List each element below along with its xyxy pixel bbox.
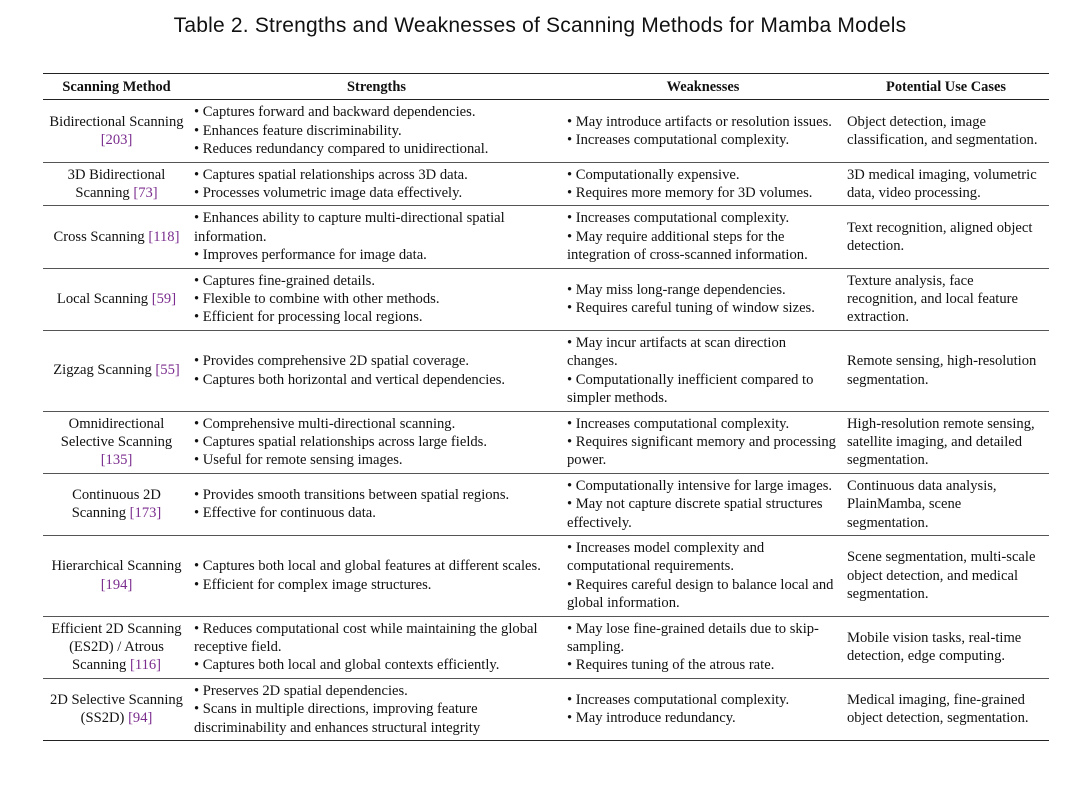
table-row bbox=[43, 616, 1049, 678]
weaknesses-cell bbox=[563, 616, 843, 678]
use-cases-cell: Remote sensing, high-resolution segmentation. bbox=[843, 330, 1049, 411]
use-cases-cell: Texture analysis, face recognition, and local feature extraction. bbox=[843, 268, 1049, 330]
strength-item: • Captures fine-grained details. bbox=[194, 272, 375, 289]
strengths-cell bbox=[190, 206, 563, 268]
method-name: Efficient 2D Scanning (ES2D) / Atrous Scanning bbox=[51, 620, 182, 674]
weakness-item: • Requires significant memory and processing power. bbox=[567, 433, 836, 469]
use-cases-cell: 3D medical imaging, volumetric data, video processing. bbox=[843, 162, 1049, 206]
method-cell bbox=[43, 678, 190, 740]
strengths-cell bbox=[190, 330, 563, 411]
method-name: Hierarchical Scanning bbox=[51, 558, 182, 575]
weaknesses-cell bbox=[563, 206, 843, 268]
weakness-item: • May introduce redundancy. bbox=[567, 710, 736, 727]
method-name: Zigzag Scanning bbox=[53, 362, 152, 379]
use-cases-cell: Object detection, image classification, and segmentation. bbox=[843, 100, 1049, 162]
weakness-item: • Computationally inefficient compared to simpler methods. bbox=[567, 371, 814, 407]
strengths-cell bbox=[190, 100, 563, 162]
strengths-cell bbox=[190, 535, 563, 616]
use-cases-cell: Scene segmentation, multi-scale object detection, and medical segmentation. bbox=[843, 535, 1049, 616]
weaknesses-cell bbox=[563, 535, 843, 616]
weaknesses-cell bbox=[563, 473, 843, 535]
table-row bbox=[43, 162, 1049, 206]
strengths-cell bbox=[190, 678, 563, 740]
method-cell bbox=[43, 100, 190, 162]
weakness-item: • Requires tuning of the atrous rate. bbox=[567, 657, 775, 674]
method-cell bbox=[43, 535, 190, 616]
strength-item: • Reduces redundancy compared to unidirectional. bbox=[194, 141, 489, 158]
weakness-item: • Increases computational complexity. bbox=[567, 132, 790, 149]
citation-link[interactable]: [173] bbox=[129, 505, 162, 522]
header-uses: Potential Use Cases bbox=[843, 74, 1049, 100]
table-body bbox=[43, 100, 1049, 741]
header-row bbox=[43, 74, 1049, 100]
strength-item: • Comprehensive multi-directional scanning. bbox=[194, 415, 456, 432]
method-cell bbox=[43, 616, 190, 678]
citation-link[interactable]: [59] bbox=[151, 291, 177, 308]
weakness-item: • Requires careful design to balance local and global information. bbox=[567, 576, 834, 612]
citation-link[interactable]: [135] bbox=[100, 452, 133, 469]
strength-item: • Captures both local and global features at different scales. bbox=[194, 558, 541, 575]
table-row bbox=[43, 535, 1049, 616]
method-cell bbox=[43, 411, 190, 473]
strength-item: • Captures spatial relationships across 3D data. bbox=[194, 166, 468, 183]
strength-item: • Efficient for processing local regions. bbox=[194, 309, 423, 326]
citation-link[interactable]: [55] bbox=[155, 362, 180, 379]
method-cell bbox=[43, 162, 190, 206]
strength-item: • Enhances ability to capture multi-directional spatial information. bbox=[194, 210, 505, 245]
weakness-item: • May require additional steps for the integration of cross-scanned information. bbox=[567, 228, 808, 264]
strength-item: • Provides comprehensive 2D spatial coverage. bbox=[194, 353, 470, 370]
method-name: Cross Scanning bbox=[53, 228, 145, 245]
strength-item: • Reduces computational cost while maintaining the global receptive field. bbox=[194, 620, 538, 655]
use-cases-cell: High-resolution remote sensing, satellite imaging, and detailed segmentation. bbox=[843, 411, 1049, 473]
use-cases-cell: Medical imaging, fine-grained object detection, segmentation. bbox=[843, 678, 1049, 740]
weaknesses-cell bbox=[563, 678, 843, 740]
citation-link[interactable]: [116] bbox=[129, 657, 162, 674]
weakness-item: • May not capture discrete spatial structures effectively. bbox=[567, 496, 823, 531]
citation-link[interactable]: [203] bbox=[100, 132, 133, 149]
weakness-item: • Increases computational complexity. bbox=[567, 210, 790, 227]
weaknesses-cell bbox=[563, 100, 843, 162]
method-cell bbox=[43, 206, 190, 268]
weakness-item: • May miss long-range dependencies. bbox=[567, 281, 786, 298]
strength-item: • Captures forward and backward dependencies. bbox=[194, 104, 476, 121]
citation-link[interactable]: [94] bbox=[128, 710, 153, 727]
strengths-cell bbox=[190, 162, 563, 206]
use-cases-cell: Continuous data analysis, PlainMamba, scene segmentation. bbox=[843, 473, 1049, 535]
method-cell bbox=[43, 473, 190, 535]
weakness-item: • Requires careful tuning of window sizes. bbox=[567, 300, 815, 317]
method-name: Omnidirectional Selective Scanning bbox=[60, 415, 173, 450]
weaknesses-cell bbox=[563, 330, 843, 411]
method-cell bbox=[43, 330, 190, 411]
method-name: Bidirectional Scanning bbox=[49, 113, 184, 130]
scanning-methods-table bbox=[43, 73, 1049, 741]
citation-link[interactable]: [73] bbox=[133, 185, 158, 202]
method-cell bbox=[43, 268, 190, 330]
strength-item: • Preserves 2D spatial dependencies. bbox=[194, 682, 408, 699]
strengths-cell bbox=[190, 473, 563, 535]
table-row bbox=[43, 206, 1049, 268]
weakness-item: • Requires more memory for 3D volumes. bbox=[567, 185, 813, 202]
strength-item: • Captures both horizontal and vertical dependencies. bbox=[194, 371, 506, 388]
header-strengths: Strengths bbox=[190, 74, 563, 100]
strength-item: • Efficient for complex image structures. bbox=[194, 576, 432, 593]
table-row bbox=[43, 473, 1049, 535]
strength-item: • Enhances feature discriminability. bbox=[194, 122, 402, 139]
header-weaknesses: Weaknesses bbox=[563, 74, 843, 100]
weakness-item: • Increases computational complexity. bbox=[567, 415, 790, 432]
weaknesses-cell bbox=[563, 411, 843, 473]
weakness-item: • Increases computational complexity. bbox=[567, 691, 790, 708]
weakness-item: • Computationally intensive for large images. bbox=[567, 477, 833, 494]
strength-item: • Processes volumetric image data effectively. bbox=[194, 185, 463, 202]
table-caption: Table 2. Strengths and Weaknesses of Scanning Methods for Mamba Models bbox=[173, 14, 907, 37]
method-name: 3D Bidirectional Scanning bbox=[67, 166, 166, 202]
strength-item: • Provides smooth transitions between spatial regions. bbox=[194, 486, 510, 503]
header-method: Scanning Method bbox=[43, 74, 190, 100]
strengths-cell bbox=[190, 616, 563, 678]
weakness-item: • Increases model complexity and computational requirements. bbox=[567, 539, 765, 575]
strength-item: • Flexible to combine with other methods. bbox=[194, 291, 440, 308]
weaknesses-cell bbox=[563, 162, 843, 206]
weakness-item: • May lose fine-grained details due to skip-sampling. bbox=[567, 620, 819, 655]
strength-item: • Effective for continuous data. bbox=[194, 505, 376, 522]
weakness-item: • May introduce artifacts or resolution issues. bbox=[567, 113, 832, 130]
strength-item: • Captures spatial relationships across large fields. bbox=[194, 433, 487, 450]
use-cases-cell: Text recognition, aligned object detection. bbox=[843, 206, 1049, 268]
citation-link[interactable]: [194] bbox=[100, 576, 133, 593]
method-name: Continuous 2D Scanning bbox=[71, 486, 161, 522]
strength-item: • Scans in multiple directions, improving feature discriminability and enhances structural integrity bbox=[194, 701, 481, 736]
citation-link[interactable]: [118] bbox=[148, 228, 180, 245]
use-cases-cell: Mobile vision tasks, real-time detection, edge computing. bbox=[843, 616, 1049, 678]
weakness-item: • Computationally expensive. bbox=[567, 166, 740, 183]
table-row bbox=[43, 100, 1049, 162]
table-row bbox=[43, 411, 1049, 473]
table-row bbox=[43, 330, 1049, 411]
table-row bbox=[43, 268, 1049, 330]
method-name: Local Scanning bbox=[56, 291, 149, 308]
strength-item: • Captures both local and global contexts efficiently. bbox=[194, 657, 500, 674]
weaknesses-cell bbox=[563, 268, 843, 330]
strength-item: • Improves performance for image data. bbox=[194, 247, 427, 264]
strengths-cell bbox=[190, 268, 563, 330]
weakness-item: • May incur artifacts at scan direction changes. bbox=[567, 334, 787, 370]
method-name: 2D Selective Scanning (SS2D) bbox=[50, 691, 183, 727]
strength-item: • Useful for remote sensing images. bbox=[194, 452, 403, 469]
strengths-cell bbox=[190, 411, 563, 473]
table-row bbox=[43, 678, 1049, 740]
